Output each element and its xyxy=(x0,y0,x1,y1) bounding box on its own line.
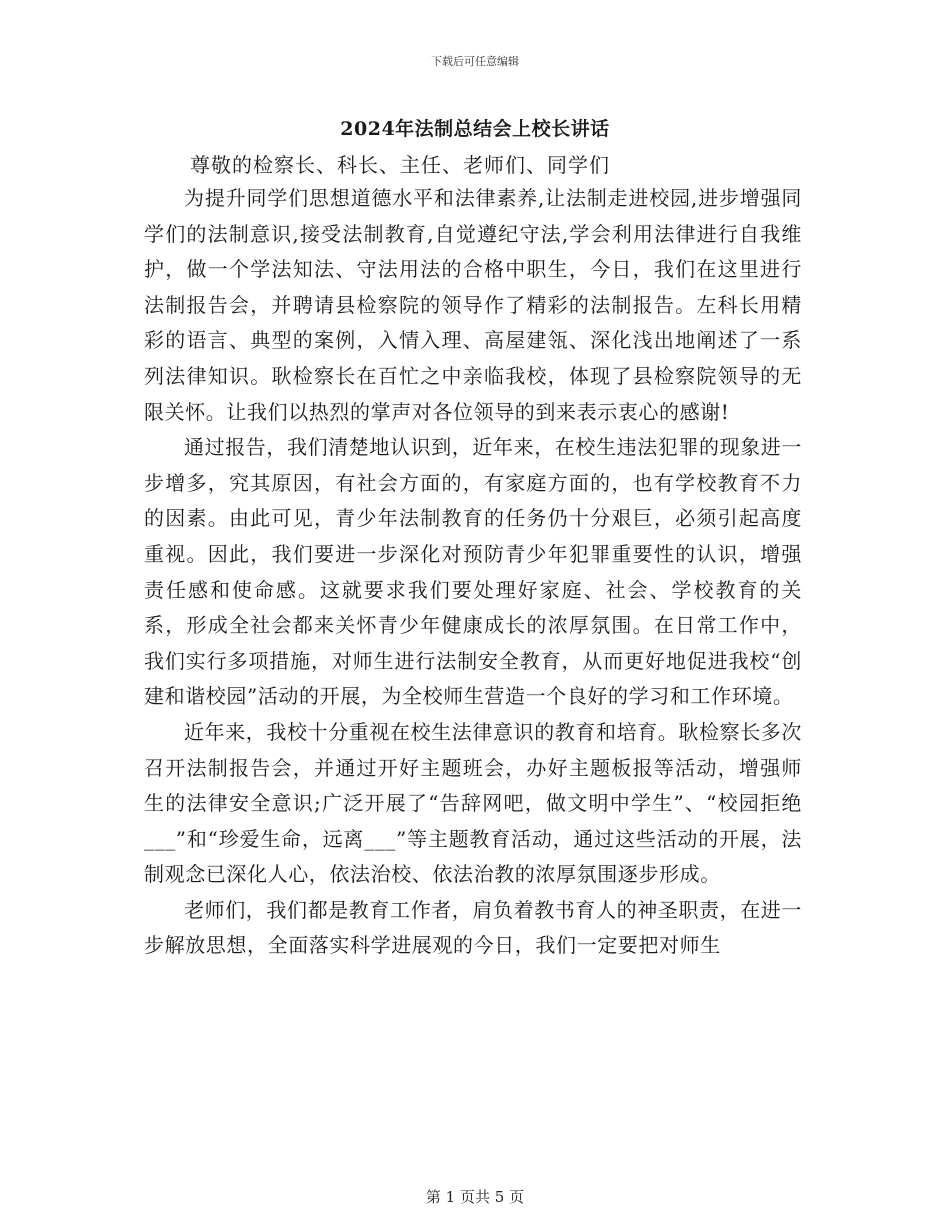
document-body xyxy=(144,181,802,964)
paragraph-4: 老师们，我们都是教育工作者，肩负着教书育人的神圣职责，在进一步解放思想，全面落实科学进展观的今日，我们一定要把对师生 xyxy=(144,897,802,958)
document-title: 2024年法制总结会上校长讲话 xyxy=(340,118,610,140)
greeting-line: 尊敬的检察长、科长、主任、老师们、同学们 xyxy=(190,153,610,177)
header-note: 下载后可任意编辑 xyxy=(431,55,519,68)
paragraph-1: 为提升同学们思想道德水平和法律素养,让法制走进校园,进步增强同学们的法制意识,接受法制教育,自觉遵纪守法,学会利用法律进行自我维护，做一个学法知法、守法用法的合格中职生，今日，我们在这里进行法制报告会，并聘请县检察院的领导作了精彩的法制报告。左科长用精彩的语言、典型的案例，入情入理、高屋建瓴、深化浅出地阐述了一系列法律知识。耿检察长在百忙之中亲临我校，体现了县检察院领导的无限关怀。让我们以热烈的掌声对各位领导的到来表示衷心的感谢! xyxy=(144,186,802,424)
paragraph-2: 通过报告，我们清楚地认识到，近年来，在校生违法犯罪的现象进一步增多，究其原因，有社会方面的，有家庭方面的，也有学校教育不力的因素。由此可见，青少年法制教育的任务仍十分艰巨，必须引起高度重视。因此，我们要进一步深化对预防青少年犯罪重要性的认识，增强责任感和使命感。这就要求我们要处理好家庭、社会、学校教育的关系，形成全社会都来关怀青少年健康成长的浓厚氛围。在日常工作中，我们实行多项措施，对师生进行法制安全教育，从而更好地促进我校“创建和谐校园”活动的开展，为全校师生营造一个良好的学习和工作环境。 xyxy=(144,435,802,709)
paragraph-3: 近年来，我校十分重视在校生法律意识的教育和培育。耿检察长多次召开法制报告会，并通过开好主题班会，办好主题板报等活动，增强师生的法律安全意识;广泛开展了“告辞网吧，做文明中学生”、“校园拒绝___”和“珍爱生命，远离___”等主题教育活动，通过这些活动的开展，法制观念已深化人心，依法治校、依法治教的浓厚氛围逐步形成。 xyxy=(144,719,802,887)
page-footer: 第 1 页共 5 页 xyxy=(425,1188,525,1206)
